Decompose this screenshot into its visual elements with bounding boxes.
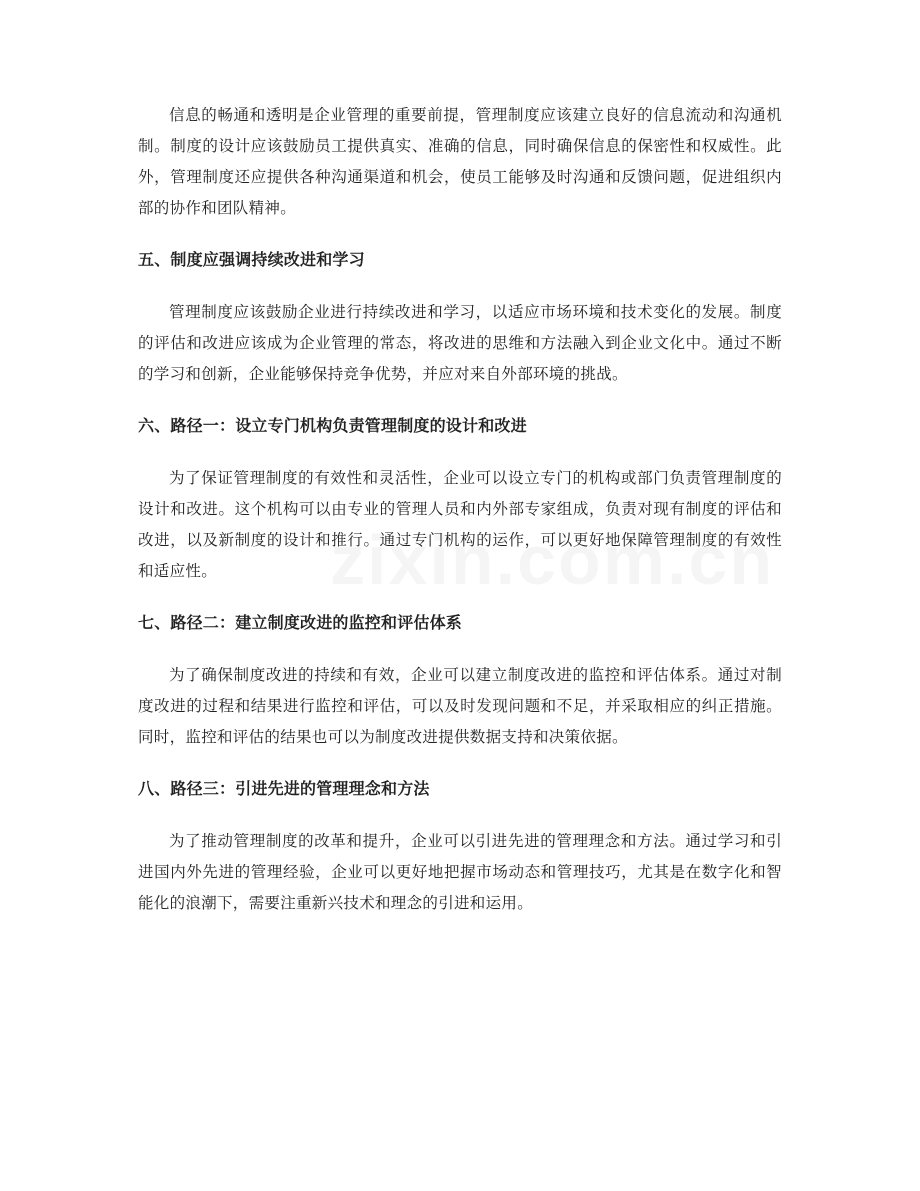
- section-heading-path-two: 七、路径二：建立制度改进的监控和评估体系: [138, 613, 463, 632]
- paragraph-path-two: 为了确保制度改进的持续和有效，企业可以建立制度改进的监控和评估体系。通过对制度改进的过程和结果进行监控和评估，可以及时发现问题和不足，并采取相应的纠正措施。同时，监控和评估的结果也可以为制度改进提供数据支持和决策依据。: [138, 666, 782, 746]
- paragraph-continuous-improvement: 管理制度应该鼓励企业进行持续改进和学习，以适应市场环境和技术变化的发展。制度的评估和改进应该成为企业管理的常态，将改进的思维和方法融入到企业文化中。通过不断的学习和创新，企业能够保持竞争优势，并应对来自外部环境的挑战。: [138, 303, 782, 383]
- section-heading-path-three: 八、路径三：引进先进的管理理念和方法: [138, 779, 430, 798]
- section-heading-continuous-improvement: 五、制度应强调持续改进和学习: [138, 250, 365, 269]
- paragraph-path-three: 为了推动管理制度的改革和提升，企业可以引进先进的管理理念和方法。通过学习和引进国内外先进的管理经验，企业可以更好地把握市场动态和管理技巧，尤其是在数字化和智能化的浪潮下，需要注重新兴技术和理念的引进和运用。: [138, 832, 782, 912]
- section-heading-path-one: 六、路径一：设立专门机构负责管理制度的设计和改进: [138, 416, 527, 435]
- paragraph-path-one: 为了保证管理制度的有效性和灵活性，企业可以设立专门的机构或部门负责管理制度的设计和改进。这个机构可以由专业的管理人员和内外部专家组成，负责对现有制度的评估和改进，以及新制度的设计和推行。通过专门机构的运作，可以更好地保障管理制度的有效性和适应性。: [138, 469, 782, 580]
- paragraph-information-flow: 信息的畅通和透明是企业管理的重要前提，管理制度应该建立良好的信息流动和沟通机制。制度的设计应该鼓励员工提供真实、准确的信息，同时确保信息的保密性和权威性。此外，管理制度还应提供各种沟通渠道和机会，使员工能够及时沟通和反馈问题，促进组织内部的协作和团队精神。: [138, 106, 782, 217]
- document-page: [138, 100, 782, 919]
